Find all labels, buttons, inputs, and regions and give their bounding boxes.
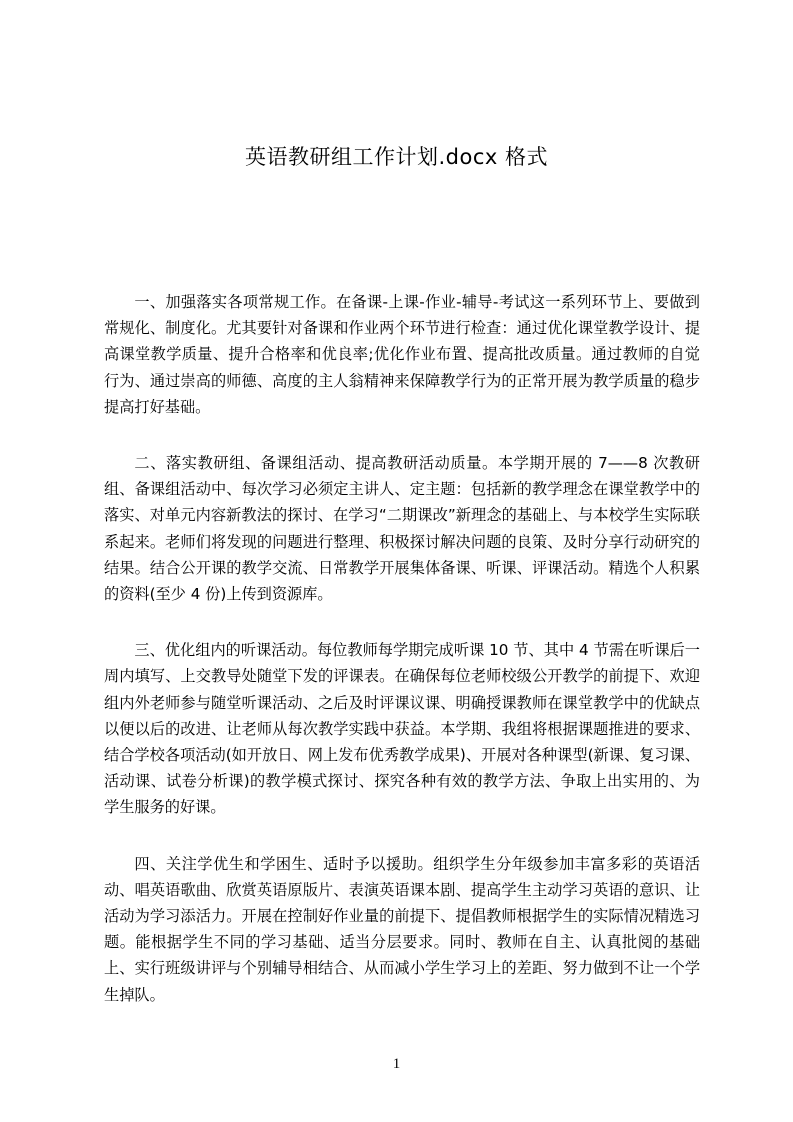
document-body <box>104 289 700 1038</box>
paragraph-lesson-observation: 三、优化组内的听课活动。每位教师每学期完成听课 10 节、其中 4 节需在听课后一周内填写、上交教导处随堂下发的评课表。在确保每位老师校级公开教学的前提下、欢迎组内外老师参与随堂听课活动、之后及时评课议课、明确授课教师在课堂教学中的优缺点以便以后的改进、让老师从每次教学实践中获益。本学期、我组将根据课题推进的要求、结合学校各项活动(如开放日、网上发布优秀教学成果)、开展对各种课型(新课、复习课、活动课、试卷分析课)的教学模式探讨、探究各种有效的教学方法、争取上出实用的、为学生服务的好课。 <box>104 641 700 817</box>
paragraph-routine-work: 一、加强落实各项常规工作。在备课-上课-作业-辅导-考试这一系列环节上、要做到常规化、制度化。尤其要针对备课和作业两个环节进行检查：通过优化课堂教学设计、提高课堂教学质量、提升合格率和优良率;优化作业布置、提高批改质量。通过教师的自觉行为、通过崇高的师德、高度的主人翁精神来保障教学行为的正常开展为教学质量的稳步提高打好基础。 <box>104 293 700 416</box>
document-title: 英语教研组工作计划.docx 格式 <box>244 145 548 169</box>
paragraph-student-support: 四、关注学优生和学困生、适时予以援助。组织学生分年级参加丰富多彩的英语活动、唱英语歌曲、欣赏英语原版片、表演英语课本剧、提高学生主动学习英语的意识、让活动为学习添活力。开展在控制好作业量的前提下、提倡教师根据学生的实际情况精选习题。能根据学生不同的学习基础、适当分层要求。同时、教师在自主、认真批阅的基础上、实行班级讲评与个别辅导相结合、从而减小学生学习上的差距、努力做到不让一个学生掉队。 <box>104 854 700 1004</box>
paragraph-teaching-research: 二、落实教研组、备课组活动、提高教研活动质量。本学期开展的 7——8 次教研组、备课组活动中、每次学习必须定主讲人、定主题：包括新的教学理念在课堂教学中的落实、对单元内容新教法的探讨、在学习“二期课改”新理念的基础上、与本校学生实际联系起来。老师们将发现的问题进行整理、积极探讨解决问题的良策、及时分享行动研究的结果。结合公开课的教学交流、日常教学开展集体备课、听课、评课活动。精选个人积累的资料(至少 4 份)上传到资源库。 <box>104 454 700 604</box>
page-number: 1 <box>392 1056 401 1072</box>
